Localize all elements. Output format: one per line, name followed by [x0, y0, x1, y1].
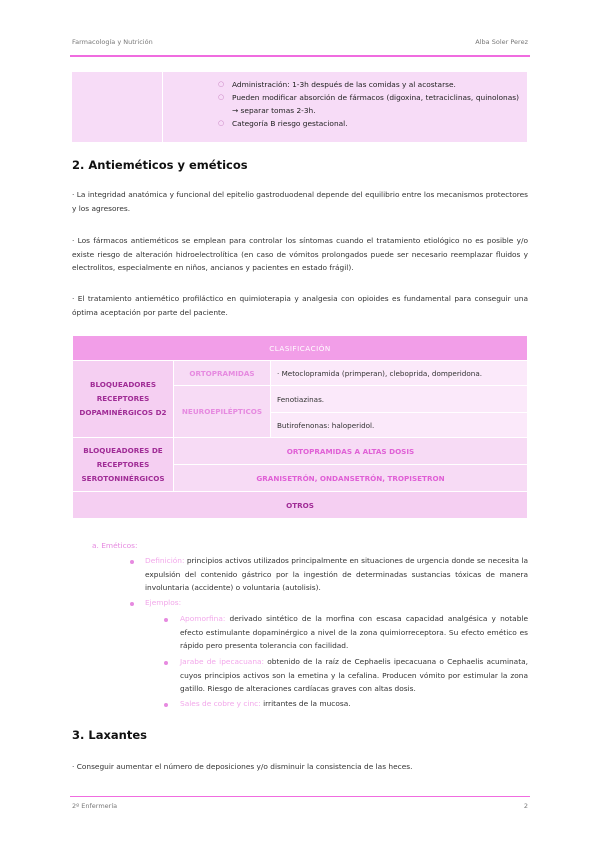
header-divider: [70, 55, 530, 57]
example-item: [180, 655, 528, 696]
footer-divider: [70, 796, 530, 797]
bullet-dot-icon: [164, 703, 168, 707]
bullet-dot-icon: [130, 560, 134, 564]
list-item: ○ Administración: 1-3h después de las comidas y al acostarse.: [218, 78, 519, 91]
definition-label: Definición:: [145, 556, 185, 565]
bullet-list: [218, 78, 519, 130]
example-item: [180, 697, 528, 711]
paragraph: · El tratamiento antiemético profiláctico en quimioterapia y analgesia con opioides es fundamental para conseguir una óptima aceptación por parte del paciente.: [72, 294, 528, 317]
page-number: 2: [523, 802, 528, 810]
ortopramidas-label: ORTOPRAMIDAS: [174, 361, 271, 386]
example-text: irritantes de la mucosa.: [260, 699, 351, 708]
neuro-value: Fenotiazinas.: [271, 386, 528, 413]
bullet-dot-icon: [164, 661, 168, 665]
otros-row: OTROS: [73, 492, 528, 519]
list-item: ○ Categoría B riesgo gestacional.: [218, 117, 519, 130]
table-header: CLASIFICACIÓN: [73, 336, 528, 361]
continued-table: [72, 72, 527, 142]
serotonergic-item: GRANISETRÓN, ONDANSETRÓN, TROPISETRON: [174, 465, 528, 492]
neuroepilepticos-label: NEUROEPILÉPTICOS: [174, 386, 271, 438]
example-label: Sales de cobre y cinc:: [180, 699, 261, 708]
page-header: [72, 38, 528, 46]
group-serotonergic: BLOQUEADORES DE RECEPTORES SEROTONINÉRGICOS: [73, 438, 174, 492]
section-title: 3. Laxantes: [72, 728, 147, 742]
group-dopaminergic: BLOQUEADORES RECEPTORES DOPAMINÉRGICOS D2: [73, 361, 174, 438]
page-footer: [72, 802, 528, 810]
definition-text: principios activos utilizados principalmente en situaciones de urgencia donde se necesita la expulsión del contenido gástrico por la ingestión de determinadas sustancias tóxicas de manera involuntaria (accidente) o voluntaria (autolisis).: [145, 556, 528, 592]
example-label: Apomorfina:: [180, 614, 226, 623]
header-author: Alba Soler Perez: [475, 38, 528, 46]
ortopramidas-value: · Metoclopramida (primperan), cleboprida, domperidona.: [271, 361, 528, 386]
examples-label: Ejemplos:: [145, 598, 182, 607]
neuro-value: Butirofenonas: haloperidol.: [271, 413, 528, 438]
serotonergic-item: ORTOPRAMIDAS A ALTAS DOSIS: [174, 438, 528, 465]
example-label: Jarabe de ipecacuana:: [180, 657, 265, 666]
paragraph: · La integridad anatómica y funcional del epitelio gastroduodenal depende del equilibrio entre los mecanismos protectores y los agresores.: [72, 190, 528, 213]
table-empty-cell: [72, 72, 163, 142]
section-title: 2. Antieméticos y eméticos: [72, 158, 248, 172]
footer-course: 2º Enfermería: [72, 802, 118, 810]
table-content-cell: [163, 72, 527, 142]
list-item: ○ Pueden modificar absorción de fármacos (digoxina, tetraciclinas, quinolonas) → separar tomas 2-3h.: [218, 91, 519, 117]
example-text: obtenido de la raíz de Cephaelis ipecacuana o Cephaelis acuminata, cuyos principios activos son la emetina y la cefalina. Producen vómito por estimular la zona gatillo. Riesgo de alteraciones cardíacas graves con altas dosis.: [180, 657, 528, 693]
header-course: Farmacología y Nutrición: [72, 38, 153, 46]
paragraph: · Conseguir aumentar el número de deposiciones y/o disminuir la consistencia de las heces.: [72, 762, 413, 771]
subsection-heading: a. Eméticos:: [92, 541, 138, 550]
definition-block: [145, 554, 528, 595]
example-item: [180, 612, 528, 653]
bullet-dot-icon: [164, 618, 168, 622]
bullet-dot-icon: [130, 602, 134, 606]
example-text: derivado sintético de la morfina con escasa capacidad analgésica y notable efecto estimulante dopaminérgico a nivel de la zona quimiorreceptora. Su efecto emético es rápido pero presenta tolerancia con facilidad.: [180, 614, 528, 650]
classification-table: [72, 335, 528, 519]
paragraph: · Los fármacos antieméticos se emplean para controlar los síntomas cuando el tratamiento etiológico no es posible y/o existe riesgo de alteración hidroelectrolítica (en caso de vómitos prolongados puede ser necesario reemplazar fluidos y electrolitos, especialmente en niños, ancianos y pacientes en estado frágil).: [72, 236, 528, 272]
